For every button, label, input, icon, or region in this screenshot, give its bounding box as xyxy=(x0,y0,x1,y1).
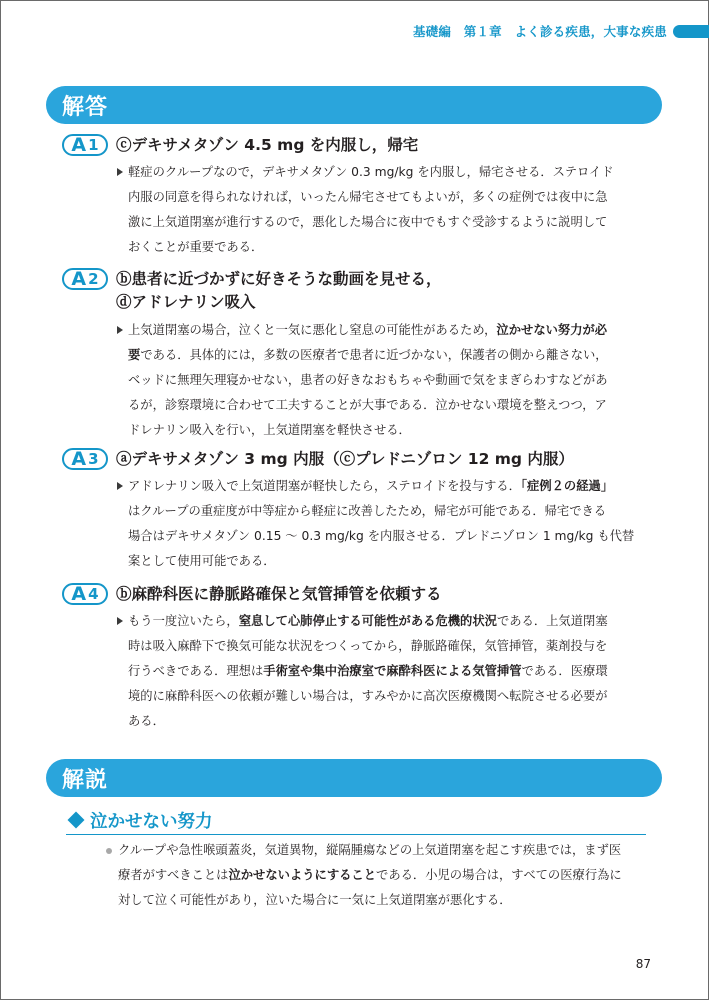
subsection-body xyxy=(118,838,658,913)
body-text: である．医療環 xyxy=(521,664,608,678)
section-title-explanation: 解説 xyxy=(62,767,109,793)
body-line xyxy=(128,343,664,368)
body-emphasis: 窒息して心肺停止する可能性がある危機的状況 xyxy=(238,614,497,628)
answer-body xyxy=(128,474,664,574)
answer-title-line: ⓐデキサメタゾン 3 mg 内服（ⓒプレドニゾロン 12 mg 内服） xyxy=(116,450,574,468)
body-line: 軽症のクループなので，デキサメタゾン 0.3 mg/kg を内服し，帰宅させる．ステロイド xyxy=(128,165,614,179)
body-line: クループや急性喉頭蓋炎，気道異物，縦隔腫瘍などの上気道閉塞を起こす疾患では，まず医 xyxy=(118,843,622,857)
badge-letter: A xyxy=(71,267,87,290)
body-line: ドレナリン吸入を行い，上気道閉塞を軽快させる． xyxy=(128,423,411,437)
answer-badge xyxy=(62,448,108,470)
badge-number: 1 xyxy=(88,135,99,154)
badge-number: 3 xyxy=(88,449,99,468)
body-emphasis: 要 xyxy=(128,348,141,362)
badge-number: 2 xyxy=(88,269,99,288)
body-text: 上気道閉塞の場合，泣くと一気に悪化し窒息の可能性があるため， xyxy=(128,323,497,337)
body-line: 案として使用可能である． xyxy=(128,554,276,568)
body-line xyxy=(128,474,664,499)
answer-badge xyxy=(62,583,108,605)
body-line: おくことが重要である． xyxy=(128,240,264,254)
header-tab-bar xyxy=(673,25,709,38)
body-line: はクループの重症度が中等症から軽症に改善したため，帰宅が可能である．帰宅できる xyxy=(128,504,607,518)
header-text: 基礎編 第１章 よく診る疾患，大事な疾患 xyxy=(412,24,667,39)
body-emphasis: 泣かせない努力が必 xyxy=(496,323,608,337)
body-emphasis: 手術室や集中治療室で麻酔科医による気管挿管 xyxy=(263,664,522,678)
subsection-title: 泣かせない努力 xyxy=(90,811,213,832)
body-emphasis: 「症例２の経過」 xyxy=(520,479,614,493)
body-text: アドレナリン吸入で上気道閉塞が軽快したら，ステロイドを投与する． xyxy=(128,479,521,493)
triangle-bullet-icon xyxy=(117,326,123,334)
badge-letter: A xyxy=(71,447,87,470)
answer-title xyxy=(116,134,418,157)
answer-body xyxy=(128,160,664,260)
answer-title xyxy=(116,268,442,314)
badge-letter: A xyxy=(71,582,87,605)
body-line: 時は吸入麻酔下で換気可能な状況をつくってから，静脈路確保，気管挿管，薬剤投与を xyxy=(128,639,608,653)
badge-number: 4 xyxy=(88,584,99,603)
diamond-bullet-icon xyxy=(68,812,85,829)
triangle-bullet-icon xyxy=(117,168,123,176)
answer-title-line: ⓑ患者に近づかずに好きそうな動画を見せる， xyxy=(116,270,442,288)
body-text: である．小児の場合は，すべての医療行為に xyxy=(376,868,622,882)
body-line: ベッドに無理矢理寝かせない，患者の好きなおもちゃや動画で気をまぎらわすなどがあ xyxy=(128,373,608,387)
body-line: 場合はデキサメタゾン 0.15 〜 0.3 mg/kg を内服させる．プレドニゾロン 1 mg/kg も代替 xyxy=(128,529,635,543)
body-text: 療者がすべきことは xyxy=(118,868,229,882)
badge-letter: A xyxy=(71,133,87,156)
triangle-bullet-icon xyxy=(117,617,123,625)
body-line xyxy=(128,609,664,634)
body-text: である．具体的には，多数の医療者で患者に近づかない，保護者の側から離さない， xyxy=(140,348,608,362)
body-line: 内服の同意を得られなければ，いったん帰宅させてもよいが，多くの症例では夜中に急 xyxy=(128,190,608,204)
body-text: もう一度泣いたら， xyxy=(128,614,239,628)
body-line: 激に上気道閉塞が進行するので，悪化した場合に夜中でもすぐ受診するように説明して xyxy=(128,215,608,229)
body-line: るが，診察環境に合わせて工夫することが大事である．泣かせない環境を整えつつ，ア xyxy=(128,398,607,412)
body-emphasis: 泣かせないようにすること xyxy=(228,868,377,882)
body-text: 行うべきである．理想は xyxy=(128,664,264,678)
triangle-bullet-icon xyxy=(117,482,123,490)
answer-badge xyxy=(62,268,108,290)
section-bar-answers xyxy=(46,86,662,124)
body-line: 対して泣く可能性があり，泣いた場合に一気に上気道閉塞が悪化する． xyxy=(118,893,512,907)
answer-body xyxy=(128,318,664,443)
answer-title-line: ⓓアドレナリン吸入 xyxy=(116,293,256,311)
body-line xyxy=(128,659,664,684)
answer-badge xyxy=(62,134,108,156)
section-bar-explanation xyxy=(46,759,662,797)
dot-bullet-icon xyxy=(106,848,112,854)
body-line: ある． xyxy=(128,714,165,728)
answer-title-line: ⓒデキサメタゾン 4.5 mg を内服し，帰宅 xyxy=(116,136,419,154)
body-line xyxy=(118,863,658,888)
answer-body xyxy=(128,609,664,734)
body-line: 境的に麻酔科医への依頼が難しい場合は，すみやかに高次医療機関へ転院させる必要が xyxy=(128,689,608,703)
body-text: である．上気道閉塞 xyxy=(496,614,608,628)
answer-title-line: ⓑ麻酔科医に静脈路確保と気管挿管を依頼する xyxy=(116,585,442,603)
section-title-answers: 解答 xyxy=(62,94,109,120)
subsection-heading xyxy=(66,806,646,835)
answer-title xyxy=(116,448,574,471)
page-number: 87 xyxy=(635,957,651,971)
answer-title xyxy=(116,583,442,606)
body-line xyxy=(128,318,664,343)
running-header xyxy=(413,20,709,42)
